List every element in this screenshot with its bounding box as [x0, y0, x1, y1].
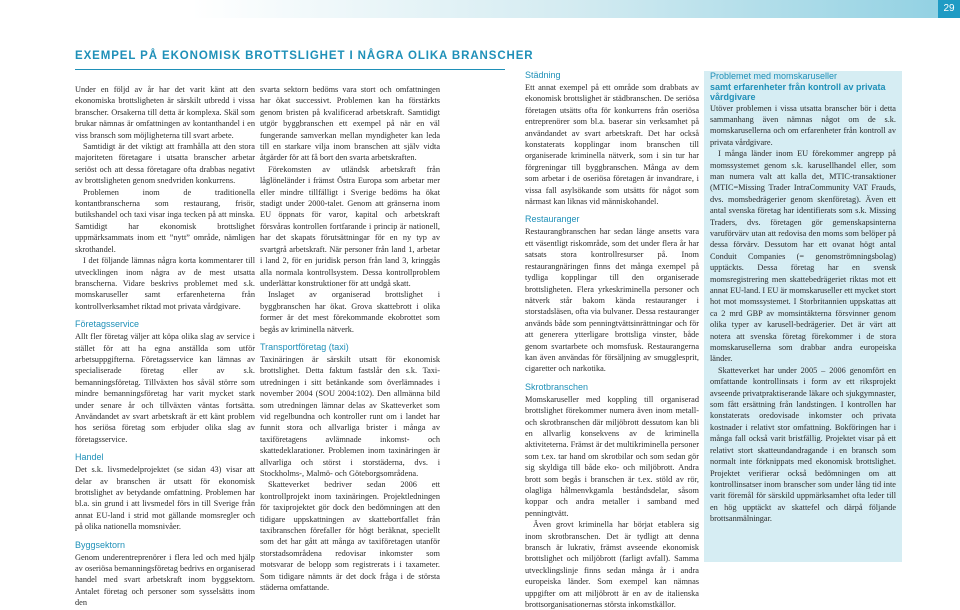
section-heading-foretagsservice: Företagsservice: [75, 319, 140, 330]
box-subtitle: samt erfarenheter från kontroll av privata vårdgivare: [710, 81, 886, 102]
column-2: [260, 84, 440, 593]
section-heading-taxi: Transportföretag (taxi): [260, 341, 349, 352]
page-title: EXEMPEL PÅ EKONOMISK BROTTSLIGHET I NÅGRA OLIKA BRANSCHER: [75, 50, 534, 62]
section-text-byggsektorn: Genom underentreprenörer i flera led och med hjälp av oseriösa bemanningsföretag bedrivs en organiserad handel med svart arbetskraft inom byggsektorn. Antalet företag och personer som sysselsätts inom den: [75, 552, 255, 608]
intro-paragraph: Problemen inom de traditionella kontantbranscherna som restaurang, frisör, butikshandel och taxi visar inga tecken på att minska. Samtidigt har ekonomisk brottslighet uppmärksammats inom ett ”nytt” område, nämligen skrothandel.: [75, 187, 255, 254]
body-paragraph: svarta sektorn bedöms vara stort och omfattningen har ökat successivt. Problemen kan ha förstärkts genom bristen på kvalificerad arbetskraft. Samtidigt utgör byggbranschen ett exempel på när en väl fungerande samverkan mellan myndigheter kan leda till en starkare vilja inom branschen att själv vidta åtgärder för att få bort den svarta arbetskraften.: [260, 85, 440, 163]
box-paragraph: Utöver problemen i vissa utsatta branscher bör i detta sammanhang även nämnas något om de s.k. momskarusellerna och om erfarenheter från kontroll av privata vårdgivare.: [710, 103, 896, 147]
title-divider: [75, 69, 505, 70]
intro-paragraph: Under en följd av år har det varit känt att den ekonomiska brottsligheten är särskilt utbredd i vissa branscher. Orsakerna till detta är komplexa. Skäl som brukar nämnas är omfattningen av kontanthandel i en viss bransch som möjligheterna till svart arbete.: [75, 85, 255, 140]
box-paragraph: Skatteverket har under 2005 – 2006 genomfört en omfattande kontrollinsats i form av ett riksprojekt avseende privatpraktiserande läkare och sjukgymnaster, som fått ersättning från landstingen. I kontrollen har konstaterats oredovisade inkomster och privata kostnader i relativt stor omfattning. Bokföringen har i många fall också varit bristfällig. Projektet visar på ett relativt stort skatteundandragande i en bransch som normalt inte förknippats med ekonomisk brottslighet. Projektet verifierar också bedömningen om att kontrollinsatser inom branscher som under lång tid inte varit föremål för särskild uppmärksamhet ofta leder till en hög upptäckt av skattefel och därpå följande brottsanmälningar.: [710, 365, 896, 524]
sidebar-box: [704, 71, 902, 562]
section-heading-restauranger: Restauranger: [525, 214, 580, 225]
page-number: 29: [938, 0, 960, 18]
box-title-main: Problemet med momskaruseller: [710, 71, 838, 81]
section-text-taxi: Taxinäringen är särskilt utsatt för ekonomisk brottslighet. Detta faktum fastslår den s.k. Taxi-utredningen i sitt betänkande som överlämnades i november 2004 (SOU 2004:102). Den allmänna bild som utredningen lämnar delas av Skatteverket som vid regelbundna och kontroller runt om i landet har funnit stora och allvarliga brister i många av taxiföretagens avlämnade inkomst- och skattedeklarationer. Problemen inom taxinäringen är allvarliga och störst i storstäderna, dvs. i Stockholms-, Malmö- och Göteborgsområdena.: [260, 354, 440, 478]
section-text-skrotbranschen: Även grovt kriminella har börjat etablera sig inom skrotbranschen. Det är tydligt att denna bransch är lukrativ, främst avseende ekonomisk brottslighet och miljöbrott (farligt avfall). Samma utvecklingslinje finns sedan många år i andra europeiska länder. Som exempel kan nämnas uppgifter om att miljöbrott är en av de italienska brottsorganisationernas största inkomstkällor.: [525, 520, 699, 610]
section-text-skrotbranschen: Momskaruseller med koppling till organiserad brottslighet förekommer numera även inom metall- och skrotbranschen där miljöbrott dessutom kan bli en allvarlig konsekvens av de kriminella aktiviteterna. Främst är det multikriminella personer som t.ex. tar hand om skrotbilar och som sedan gör sig skyldiga till både eko- och miljöbrott. Andra brott som begås i branschen är t.ex. stöld av rör, olagliga hålmenvkgamla beståndsdelar, såsom koppar och andra metaller i samband med penningtvätt.: [525, 394, 699, 518]
section-heading-byggsektorn: Byggsektorn: [75, 539, 126, 550]
section-text-taxi: Skatteverket bedriver sedan 2006 ett kontrollprojekt inom taxinäringen. Projektledningen för taxiprojektet gör dock den bedömningen att den tidigare uppskattningen av skattebortfallet från taxibranschen förefaller för högt beräknat, speciellt som det har gått att många av taxiföretagen utanför storstadsområdena redovisar inkomster som motsvarar de belopp som registrerats i i taxameter. Som tidigare nämnts är det dock fråga i de största städerna omfattande.: [260, 480, 440, 593]
section-text-restauranger: Restaurangbranschen har sedan länge ansetts vara ett väsentligt riskområde, som det under flera år har satsats stora kontrollresurser på. Inom restaurangnäringen finns det många exempel på tydliga kopplingar till den organiserade brottsligheten. Flera yrkeskriminella personer och nätverk står bakom kända restauranger i storstadsläsen, ofta via bulvaner. Dessa restauranger används både som penningtvättsinrättningar och för att generera ytterligare brottsliga vinster, både genom svartarbete och momsfusk. Restaurangerna kan även användas för försäljning av smugglesprit, cigaretter och narkotika.: [525, 227, 699, 374]
intro-paragraph: Samtidigt är det viktigt att framhålla att den stora majoriteten företagare i utsatta branscher arbetar seriöst och att dessa företagare ofta drabbas negativt av brottsligheten genom snedvriden konkurrens.: [75, 142, 255, 186]
column-1: [75, 84, 255, 608]
section-text-foretagsservice: Allt fler företag väljer att köpa olika slag av service i stället för att ha egna anställda som utför arbetsuppgifterna. Företagsservice kan lämnas av specialiserade företag eller av s.k. bemanningsföretag. Tillväxten hos såväl större som mindre bemanningsföretag har varit mycket stark under senare år och tillväxten väntas fortsätta. Användandet av svart arbetskraft är ett känt problem hos seriösa företag som erbjuder olika slag av företagsservice.: [75, 332, 255, 444]
section-heading-stadning: Städning: [525, 70, 561, 80]
box-paragraph: I många länder inom EU förekommer angrepp på momssystemet genom s.k. karusellhandel eller, som man numera valt att kalla det, MTIC-transaktioner (MTIC=Missing Trader IntraCommunity VAT Frauds, dvs. momsbedrägerier genom skenföretag). Även ett antal svenska företag har identifierats som s.k. Missing Traders, dvs. företagen gör gemenskapsinterna varuförvärv utan att redovisa den moms som belöper på dessa förvärv. Dessutom har ett ovanat högt antal Conduit Companies (= genomströmningsbolag) upptäckts. Dessa företag har en svensk momsregistrering men skattebedrägeriet riktas mot ett annat EU-land. I EU är momskaruseller ett mycket stort hot mot momssystemet. I Storbritannien uppskattas att ca 2 mrd GBP av momsintäkterna försvinner genom olika typer av karusell-bedrägerier. Det är värt att notera att svenska företag förekommer i de stora momskarusellerna som drabbar andra europeiska länder.: [710, 149, 896, 364]
section-text-handel: Det s.k. livsmedelprojektet (se sidan 43) visar att delar av branschen är utsatt för ekonomisk brottslighet av betydande omfattning. Problemen har bl.a. sin grund i att livsmedel förs in till Sverige från annat EU-land i strid mot gällande momsregler och på olika nationella momsnivåer.: [75, 465, 255, 532]
section-text-stadning: Ett annat exempel på ett område som drabbats av ekonomisk brottslighet är städbranschen. De seriösa företagen utsätts ofta för konkurrens från oseriösa entreprenörer som bl.a. baserar sin verksamhet på användandet av svart arbetskraft. Det har också konstaterats kopplingar inom branschen till organiserade kriminella nätverk, som i sin tur har förgreningar till byggbranschen. Många av dem som arbetar i de oseriösa företagen är invandrare, i vissa fall asylsökande som utsätts för något som närmast kan liknas vid människohandel.: [525, 83, 699, 207]
top-banner: [0, 0, 960, 18]
section-heading-handel: Handel: [75, 452, 104, 463]
box-title: [710, 71, 896, 103]
column-3: [525, 70, 699, 610]
section-heading-skrotbranschen: Skrotbranschen: [525, 381, 589, 392]
intro-paragraph: I det följande lämnas några korta kommentarer till utvecklingen inom några av de mest utsatta branscherna. Vidare beskrivs problemet med s.k. momskaruseller samt erfarenheterna från kontrollverksamhet riktad mot privata vårdgivare.: [75, 256, 255, 311]
body-paragraph: Inslaget av organiserad brottslighet i byggbranschen har ökat. Grova skattebrott i olika former är det mest förekommande ekobrottet som begås av kriminella nätverk.: [260, 290, 440, 334]
body-paragraph: Förekomsten av utländsk arbetskraft från låglöneländer i främst Östra Europa som arbetar mer eller mindre tillfälligt i Sverige bedöms ha ökat stadigt under 2000-talet. Genom att gränserna inom EU öppnats för varor, kapital och arbetskraft försvåras kontrollen fortfarande i princip är nationell, har det skapats förutsättningar för en ny typ av svartgrå arbetskraft. När personer från land 1, arbetar i land 2, för en juridisk person från land 3, kringgås alla normala kontrollsystem. Dessa kontrollproblem underlättar konstruktioner för att undgå skatt.: [260, 164, 440, 288]
